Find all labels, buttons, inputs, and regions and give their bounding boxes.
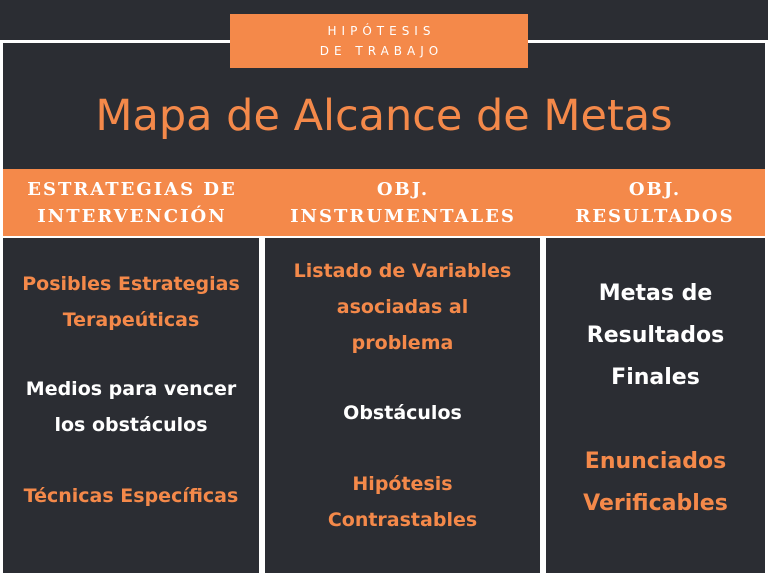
header-line-1: ESTRATEGIAS DE — [27, 178, 237, 200]
item-line: Finales — [611, 365, 700, 390]
item-line: los obstáculos — [54, 414, 208, 436]
item-line: Posibles Estrategias — [22, 273, 240, 295]
item-line: Contrastables — [327, 509, 478, 531]
item-line: Metas de — [598, 281, 713, 306]
page-title: Mapa de Alcance de Metas — [95, 91, 673, 141]
column-header-strategies — [3, 169, 261, 236]
column-header-instrumental — [263, 169, 543, 236]
item-metas-resultados — [546, 273, 765, 399]
item-line: Listado de Variables — [293, 260, 512, 282]
item-posibles-estrategias — [3, 266, 259, 338]
column-header-results — [545, 169, 765, 236]
item-line: asociadas al — [336, 296, 469, 318]
item-line: problema — [351, 332, 454, 354]
item-enunciados-verificables — [546, 441, 765, 525]
hypothesis-tab — [230, 14, 528, 68]
item-line: Obstáculos — [343, 402, 462, 424]
item-hipotesis-contrastables — [265, 466, 540, 538]
item-obstaculos — [265, 395, 540, 431]
panel-separator-top — [0, 236, 768, 238]
tab-line-1: HIPÓTESIS — [327, 24, 436, 38]
item-line: Enunciados — [584, 449, 727, 474]
item-line: Verificables — [583, 491, 728, 516]
header-line-1: OBJ. — [628, 178, 682, 200]
tab-line-2: DE TRABAJO — [319, 44, 444, 58]
item-line: Resultados — [586, 323, 725, 348]
item-medios-vencer — [3, 371, 259, 443]
header-line-2: INTERVENCIÓN — [37, 205, 227, 227]
item-tecnicas-especificas — [3, 478, 259, 514]
header-line-2: INSTRUMENTALES — [290, 205, 516, 227]
item-line: Medios para vencer — [25, 378, 237, 400]
item-line: Terapeúticas — [62, 309, 200, 331]
item-line: Técnicas Específicas — [23, 485, 239, 507]
item-listado-variables — [265, 253, 540, 361]
item-line: Hipótesis — [352, 473, 453, 495]
header-line-1: OBJ. — [376, 178, 430, 200]
header-line-2: RESULTADOS — [575, 205, 735, 227]
